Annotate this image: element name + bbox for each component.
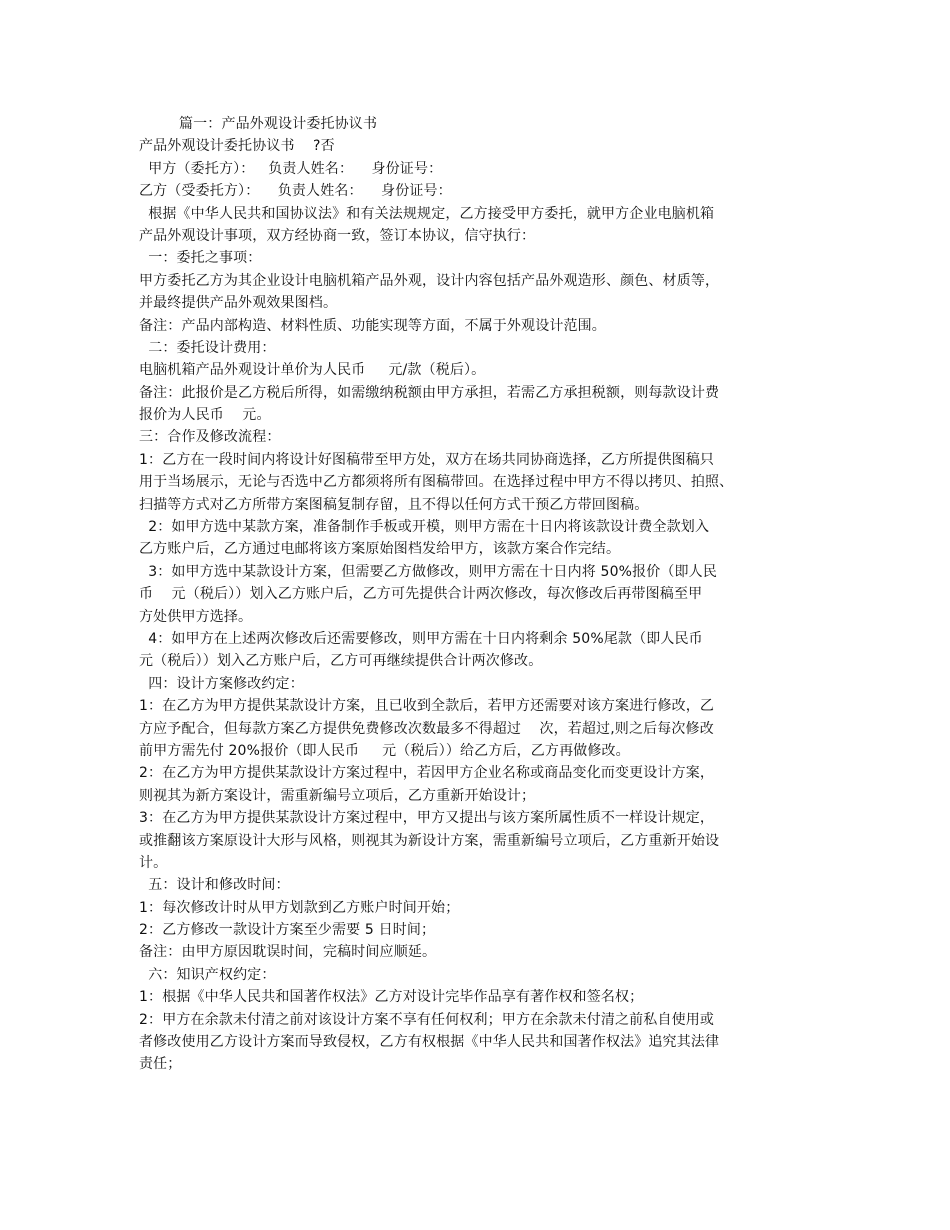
document-line: 元（税后））划入乙方账户后，乙方可再继续提供合计两次修改。 bbox=[139, 653, 543, 670]
document-line: 用于当场展示，无论与否选中乙方都须将所有图稿带回。在选择过程中甲方不得以拷贝、拍照、 bbox=[139, 474, 734, 491]
document-line: 甲方（委托方）： 负责人姓名： 身份证号： bbox=[139, 160, 443, 177]
document-line: 1：在乙方为甲方提供某款设计方案，且已收到全款后，若甲方还需要对该方案进行修改，乙 bbox=[139, 698, 715, 715]
document-line: 3：在乙方为甲方提供某款设计方案过程中，甲方又提出与该方案所属性质不一样设计规定， bbox=[139, 810, 715, 827]
document-line: 或推翻该方案原设计大形与风格，则视其为新设计方案，需重新编号立项后，乙方重新开始设 bbox=[139, 832, 720, 849]
document-line: 产品外观设计委托协议书 ?否 bbox=[139, 138, 335, 155]
document-line: 并最终提供产品外观效果图档。 bbox=[139, 295, 338, 312]
document-line: 电脑机箱产品外观设计单价为人民币 元/款（税后）。 bbox=[139, 362, 486, 379]
document-line: 四：设计方案修改约定： bbox=[139, 675, 304, 692]
document-line: 乙方账户后，乙方通过电邮将该方案原始图档发给甲方，该款方案合作完结。 bbox=[139, 541, 621, 558]
document-line: 方处供甲方选择。 bbox=[139, 608, 253, 625]
document-line: 三：合作及修改流程： bbox=[139, 429, 281, 446]
document-line: 备注：产品内部构造、材料性质、功能实现等方面，不属于外观设计范围。 bbox=[139, 317, 606, 334]
document-line: 2：如甲方选中某款方案，准备制作手板或开模，则甲方需在十日内将该款设计费全款划入 bbox=[139, 519, 710, 536]
document-line: 乙方（受委托方）： 负责人姓名： 身份证号： bbox=[139, 183, 452, 200]
document-line: 五：设计和修改时间： bbox=[139, 877, 290, 894]
document-line: 报价为人民币 元。 bbox=[139, 407, 271, 424]
document-line: 责任； bbox=[139, 1056, 182, 1073]
document-line: 1：乙方在一段时间内将设计好图稿带至甲方处，双方在场共同协商选择，乙方所提供图稿只 bbox=[139, 451, 715, 468]
document-line: 则视其为新方案设计，需重新编号立项后，乙方重新开始设计； bbox=[139, 787, 536, 804]
document-line: 产品外观设计事项，双方经协商一致，签订本协议，信守执行： bbox=[139, 227, 536, 244]
document-line: 扫描等方式对乙方所带方案图稿复制存留，且不得以任何方式干预乙方带回图稿。 bbox=[139, 496, 649, 513]
document-line: 前甲方需先付 20%报价（即人民币 元（税后））给乙方后，乙方再做修改。 bbox=[139, 742, 630, 759]
document-line: 者修改使用乙方设计方案而导致侵权，乙方有权根据《中华人民共和国著作权法》追究其法律 bbox=[139, 1034, 720, 1051]
document-line: 二：委托设计费用： bbox=[139, 339, 276, 356]
document-line: 六：知识产权约定： bbox=[139, 966, 276, 983]
document-line: 4：如甲方在上述两次修改后还需要修改，则甲方需在十日内将剩余 50%尾款（即人民币 bbox=[139, 630, 703, 647]
document-line: 1：根据《中华人民共和国著作权法》乙方对设计完毕作品享有著作权和签名权； bbox=[139, 989, 644, 1006]
document-line: 3：如甲方选中某款设计方案，但需要乙方做修改，则甲方需在十日内将 50%报价（即人民 bbox=[139, 563, 717, 580]
document-body bbox=[139, 113, 819, 1076]
document-line: 2：在乙方为甲方提供某款设计方案过程中，若因甲方企业名称或商品变化而变更设计方案， bbox=[139, 765, 715, 782]
document-lines bbox=[139, 135, 819, 1075]
document-line: 1：每次修改计时从甲方划款到乙方账户时间开始； bbox=[139, 899, 460, 916]
document-line: 2：甲方在余款未付清之前对该设计方案不享有任何权利；甲方在余款未付清之前私自使用或 bbox=[139, 1011, 715, 1028]
document-line: 甲方委托乙方为其企业设计电脑机箱产品外观，设计内容包括产品外观造形、颜色、材质等， bbox=[139, 272, 720, 289]
document-line: 备注：由甲方原因耽误时间，完稿时间应顺延。 bbox=[139, 944, 437, 961]
document-line: 一：委托之事项： bbox=[139, 250, 262, 267]
document-line: 计。 bbox=[139, 854, 168, 871]
document-line: 根据《中华人民共和国协议法》和有关法规规定，乙方接受甲方委托，就甲方企业电脑机箱 bbox=[139, 205, 715, 222]
document-heading: 篇一：产品外观设计委托协议书 bbox=[179, 116, 378, 132]
document-line: 币 元（税后））划入乙方账户后，乙方可先提供合计两次修改，每次修改后再带图稿至甲 bbox=[139, 586, 703, 603]
document-line: 备注：此报价是乙方税后所得，如需缴纳税额由甲方承担，若需乙方承担税额，则每款设计费 bbox=[139, 384, 720, 401]
document-line: 2：乙方修改一款设计方案至少需要 5 日时间； bbox=[139, 922, 436, 939]
document-line: 方应予配合，但每款方案乙方提供免费修改次数最多不得超过 次，若超过,则之后每次修改 bbox=[139, 720, 714, 737]
